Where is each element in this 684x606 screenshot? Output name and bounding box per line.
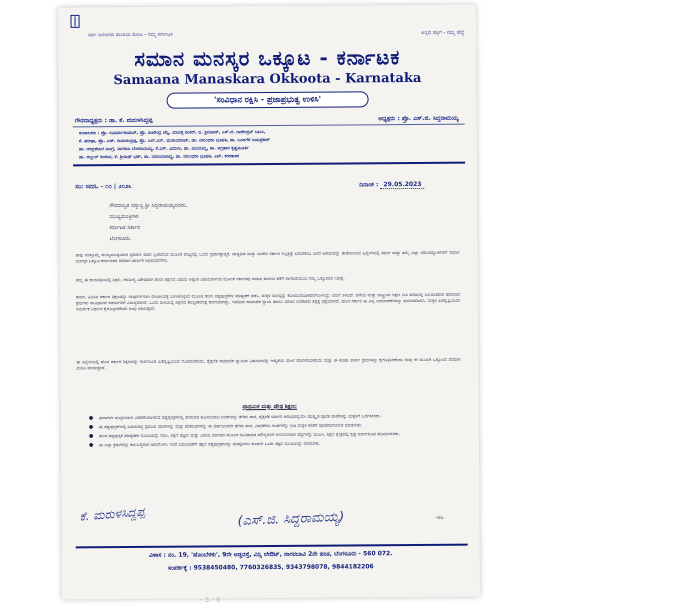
body-paragraph: ತಮ್ಮ ಈ ಕಾಲಾವಧಿಯಲ್ಲಿ ಶಿಕ್ಷಣ, ಆರೋಗ್ಯ ವಿಶೇಷವಾಗಿ ಶಾಲಾ ಶಿಕ್ಷಣದ ವಿಷಯ ಅತ್ಯಂತ ವಿಷಯವಾಗುವ ಮೂಲಕ ಸರ್ಕಾರವು ಸಮಾನ ಶಾಲೆಯ ಕಡೆಗೆ ಸಾಗಲಿದೆಯೆಂಬ ನಮ್ಮ ಒಕ್ಕೊರಲಿನ ನಿರೀಕ್ಷೆ. bbox=[75, 276, 345, 284]
date-field bbox=[359, 181, 424, 189]
signature-center: (ಎಸ್.ಜಿ. ಸಿದ್ದರಾಮಯ್ಯ) bbox=[237, 509, 345, 530]
bullet-item: ● ಈಗಾಗಲೇ ಮುದ್ರಣವಾಗಿ ವಿತರಣೆಯಾಗಿರುವ ಪಠ್ಯಪುಸ್ತಕಗಳಲ್ಲಿ ಹೇರಲಾದ ಕೋಮುವಾದಿ ಅಂಶಗಳನ್ನು ತೆಗೆದು ಹಾಕಿ, ಶೈಕ್ಷಣಿಕ ವರ್ಷದ ಆರಂಭದಲ್ಲಿಯೇ ಪರಿಷ್ಕೃತ ಪೂರಕ ಪಾಠಗಳನ್ನು ಮಕ್ಕಳಿಗೆ ಒದಗಿಸಬೇಕು. bbox=[87, 414, 459, 423]
signature-right: -ಸಹಿ bbox=[435, 514, 444, 521]
addressee-line: ಗೌರವಾನ್ವಿತ ಸನ್ಮಾನ್ಯ ಶ್ರೀ ಸಿದ್ದರಾಮಯ್ಯನವರು, bbox=[109, 202, 188, 210]
footer-address: ವಿಳಾಸ : ನಂ. 19, 'ಹೊಂಬೆಳಕು', 9ನೇ ಅಡ್ಡರಸ್ತೆ, ವಿನ್ನಿ ಲೇಔಟ್, ನಾಗರಬಾವಿ 2ನೇ ಹಂತ, ಬೆಂಗಳೂರು - 560 072. bbox=[148, 550, 393, 559]
addressee-line: ಕರ್ನಾಟಕ ಸರ್ಕಾರ bbox=[109, 224, 141, 232]
members-line: ಡಾ. ಚಂದ್ರಶೇಖರ ನಾಂಗ್ರೆ, ನಾಗರಾಜ ಬೆಂಕಿರಾಮಯ್ಯ, ಕೆ.ಎಸ್. ವಿಮಲಾ, ಡಾ. ವಿಜಯಮ್ಮ, ಡಾ. ಅಗ್ರಹಾರ ಕೃಷ್ಣಮೂರ್ತಿ bbox=[78, 146, 249, 153]
body-paragraph: ಈ ಹಿನ್ನೆಲೆಯಲ್ಲಿ ಹೊಸ ಸರ್ಕಾರ ಶಿಕ್ಷಣವನ್ನು ಸಾರ್ವಜನಿಕ ಹಿತದೃಷ್ಟಿಯಿಂದ ನೋಡಬೇಕೆಂದು, ಶೈಕ್ಷಣಿಕ ಸಾಮಾಜಿಕ ನ್ಯಾಯದ ವಿಷಯಗಳನ್ನು ಆದ್ಯತೆಯ ಮೇಲೆ ಪರಿಗಣಿಸಬೇಕೆಂದು ಮತ್ತು ಈ ಕುರಿತು ತುರ್ತು ಕ್ರಮಗಳನ್ನು ಕೈಗೊಳ್ಳಬೇಕೆಂದು ನಾವು ಈ ಮೂಲಕ ಒಕ್ಕೂಟದ ಪರವಾಗಿ ಮನವಿ ಮಾಡುತ್ತೇವೆ. bbox=[76, 357, 461, 372]
bullet-list bbox=[87, 414, 459, 452]
members-line: ಸಂಚಾಲಕರು : ಪ್ರೊ. ರವಿವರ್ಮಕುಮಾರ್, ಪ್ರೊ. ರಾಜೇಂದ್ರ ಚೆನ್ನಿ, ಮಾವಳ್ಳಿ ಶಂಕರ್, ಬಿ. ಶ್ರೀನಿವಾಸ್, ಎಸ್.ಜಿ. ರಾಜೇಂದ್ರನ್ ಬಾಬು, bbox=[78, 130, 266, 137]
reference-number: ಸಂ: ಸಮಓ - ೧೦ | ೨೦೨೩ bbox=[75, 182, 132, 191]
org-title-kannada: ಸಮಾನ ಮನಸ್ಕರ ಒಕ್ಕೂಟ - ಕರ್ನಾಟಕ bbox=[134, 45, 401, 71]
body-paragraph: ಕಾರಣ, ಹಿಂದಿನ ಸರ್ಕಾರ ಶಿಕ್ಷಣವನ್ನು ಸಂಪೂರ್ಣವಾಗಿ ರಾಜಕೀಯಕ್ಕೆ ಬಳಸಿಕೊಳ್ಳುವ ಮೂಲಕ ಶಾಲಾ ಪಠ್ಯಪುಸ್ತಕಗಳ ಪರಿಷ್ಕರಣೆ ನಡೆಸಿ, ಮಕ್ಕಳ ಮನಸ್ಸನ್ನು ಕೋಮುವಾದೀಕರಣಗೊಳಿಸಿದ್ದು ನಿಮಗೆ ತಿಳಿದಿದೆ. ಹಳೆಯ ಮತ್ತು ರಾಷ್ಟ್ರೀಯ ಶಿಕ್ಷಣ ನೀತಿ ಹೆಸರಿನಲ್ಲಿ ಬಲವಂತವಾಗಿ ಹೇರಲಾದ ಕ್ರಮಗಳು ಸಂವಿಧಾನದ ಆಶಯಗಳಿಗೆ ವಿರುದ್ಧವಾಗಿವೆ. ಒಂದು ರೀತಿಯಲ್ಲಿ ಶಿಕ್ಷಣದ ಕೇಂದ್ರೀಕರಣಕ್ಕೆ ಕಾರಣವಾಗಿದ್ದು, ಇದರಿಂದ ಸಾಮಾಜಿಕ ನ್ಯಾಯ ಹಾಗೂ ಸಮಾನ ಅವಕಾಶದ ತತ್ವಕ್ಕೆ ಧಕ್ಕೆಯಾಗಿದೆ. ಹೊಸ ಸರ್ಕಾರ ಈ ಎಲ್ಲ ಬದಲಾವಣೆಗಳನ್ನು ಮರುಪರಿಶೀಲಿಸಿ, ಮಕ್ಕಳ ಹಿತದೃಷ್ಟಿಯಿಂದ ಸಮರ್ಪಕ ನಿರ್ಧಾರ ಕೈಗೊಳ್ಳಬೇಕೆಂದು ನಾವು ಆಶಿಸುತ್ತೇವೆ. bbox=[75, 292, 461, 313]
bullet-item: ● ಈ ಎಲ್ಲಾ ಕ್ರಮಗಳನ್ನು ಕಾಲಬದ್ಧವಾಗಿ ಜಾರಿಗೊಳಿಸಿ ಇದರ ಬದಲಾವಣೆಗೆ ತಕ್ಷಣ ಪಠ್ಯಪುಸ್ತಕಗಳನ್ನು ಪರಿಷ್ಕರಿಸಲು ಕೂಡಲೇ ಒಂದು ತಜ್ಞರ ಸಮಿತಿಯನ್ನು ರಚಿಸಬೇಕು. bbox=[87, 440, 459, 449]
date-label: ದಿನಾಂಕ : bbox=[359, 181, 379, 189]
letter-page bbox=[58, 5, 480, 600]
honorary-president: ಗೌರವಾಧ್ಯಕ್ಷರು : ಡಾ. ಕೆ. ಮರುಳಸಿದ್ದಪ್ಪ bbox=[74, 116, 153, 125]
org-title-english: Samaana Manaskara Okkoota - Karnataka bbox=[113, 70, 422, 89]
divider bbox=[73, 162, 465, 167]
bullet-item: ● ಈ ಪಠ್ಯಪುಸ್ತಕಗಳಲ್ಲಿ ಬದಲಾಗಿದ್ದ ಪ್ರಮುಖ ಪಾಠಗಳನ್ನು ಮತ್ತು ಕಲಿಕಾಂಶಗಳನ್ನು ಈ ವರ್ಷದಿಂದಲೇ ತೆಗೆದು ಹಾಕಿ, ವಿವರಣೆಯ ಅಂಶಗಳನ್ನು ನೀಡಿ ಮಕ್ಕಳ ಕಲಿಕೆಗೆ ಪೂರಕವಾಗುವಂತೆ ಮಾಡಬೇಕು. bbox=[87, 423, 459, 432]
president: ಅಧ್ಯಕ್ಷರು : ಪ್ರೊ. ಎಸ್.ಜಿ. ಸಿದ್ದರಾಮಯ್ಯ bbox=[378, 114, 459, 123]
section-heading: ಪ್ರಾಥಮಿಕ ಮತ್ತು ಪ್ರೌಢ ಶಿಕ್ಷಣ: bbox=[242, 403, 298, 411]
footer-phones: ಸಂಪರ್ಕಕ್ಕೆ : 9538450480, 7760326835, 9343798078, 9844182206 bbox=[167, 563, 374, 572]
members-line: ಕೆ. ಷರೀಫಾ, ಪ್ರೊ. ಎಚ್. ರಾಮಚಂದ್ರಪ್ಪ, ಪ್ರೊ. ಎಲ್.ಎನ್. ಮುಕುಂದರಾಜ್, ಡಾ. ವಸುಂಧರಾ ಭೂಪತಿ, ಡಾ. ಬಂಜಗೆರೆ ಜಯಪ್ರಕಾಶ್ bbox=[78, 137, 270, 145]
top-left-tagline: ಸರ್ವ ಜನಾಂಗದ ಶಾಂತಿಯ ತೋಟ - ನಮ್ಮ ಕರ್ನಾಟಕ bbox=[88, 31, 173, 39]
addressee-line: ಮುಖ್ಯಮಂತ್ರಿಗಳು bbox=[109, 213, 140, 221]
signature-left: ಕೆ. ಮರುಳಸಿದ್ದಪ್ಪ bbox=[79, 504, 146, 524]
addressee-line: ಬೆಂಗಳೂರು. bbox=[109, 235, 132, 243]
date-value: 29.05.2023 bbox=[380, 181, 424, 189]
body-paragraph: ತಾವು ಮತ್ತೊಮ್ಮೆ ಮುಖ್ಯಮಂತ್ರಿಯಾಗಿ ಪ್ರಮಾಣ ವಚನ ಸ್ವೀಕರಿಸುವ ಮೂಲಕ ರಾಜ್ಯದಲ್ಲಿ ಒಂದು ಪ್ರಜಾಸತ್ತಾತ್ಮಕ, ಜಾತ್ಯತೀತ ಮತ್ತು ಜನಪರ ಸರ್ಕಾರ ಅಸ್ತಿತ್ವಕ್ಕೆ ಬರಬೇಕೆಂಬ ಜನರ ಆಶಯವನ್ನು ಈಡೇರಿಸಿರುವ ಹಿನ್ನೆಲೆಯಲ್ಲಿ ತಮಗೆ ಮತ್ತು ತಮ್ಮ ಎಲ್ಲಾ ಸಹೋದ್ಯೋಗಿಗಳಿಗೆ ಸಮಾನ ಮನಸ್ಕರ ಒಕ್ಕೂಟ-ಕರ್ನಾಟಕದ ಪರವಾಗಿ ಹಾರ್ದಿಕ ಅಭಿನಂದನೆಗಳು. bbox=[75, 250, 460, 265]
page-marking: - 3 - 6 - bbox=[200, 596, 226, 604]
top-right-tagline: ಅನ್ನದ ಹಕ್ಕಿಗೆ - ನಮ್ಮ ಹೆಜ್ಜೆ bbox=[420, 29, 465, 36]
slogan-banner: 'ಸಂವಿಧಾನ ರಕ್ಷಿಸಿ - ಪ್ರಜಾಪ್ರಭುತ್ವ ಉಳಿಸಿ' bbox=[167, 91, 369, 108]
members-line: ಡಾ. ಅಬ್ದುಲ್ ಸಂಜೀವ, ಕೆ. ಶ್ರೀನಾಥ್ ಭಟ್, ಡಾ. ನಿರಂಜನಾರಾಧ್ಯ, ಡಾ. ವಸುಂಧರಾ ಭೂಪತಿ, ಎಚ್. ಕರುಣಾಕರ bbox=[78, 154, 240, 161]
divider bbox=[76, 544, 468, 549]
emblem-icon bbox=[70, 13, 80, 27]
bullet-item: ● ಹೊಸ ಪಠ್ಯಪುಸ್ತಕ ಪರಿಷ್ಕರಣಾ ಸಮಿತಿಯನ್ನು ರಚಿಸಿ, ಶಿಕ್ಷಣ ತಜ್ಞರು ಮತ್ತು ವಿಷಯ ಪರಿಣತರ ಮೂಲಕ ಸಂವಿಧಾನದ ಮೌಲ್ಯಗಳಿಗೆ ಅನುಗುಣವಾಗಿ ಪಠ್ಯಗಳನ್ನು ರೂಪಿಸಿ, ಶಿಕ್ಷಣ ಕ್ಷೇತ್ರದಲ್ಲಿ ಸ್ಪಷ್ಟ ಮಾರ್ಗಸೂಚಿ ಹೊರಡಿಸಬೇಕು. bbox=[87, 431, 459, 440]
